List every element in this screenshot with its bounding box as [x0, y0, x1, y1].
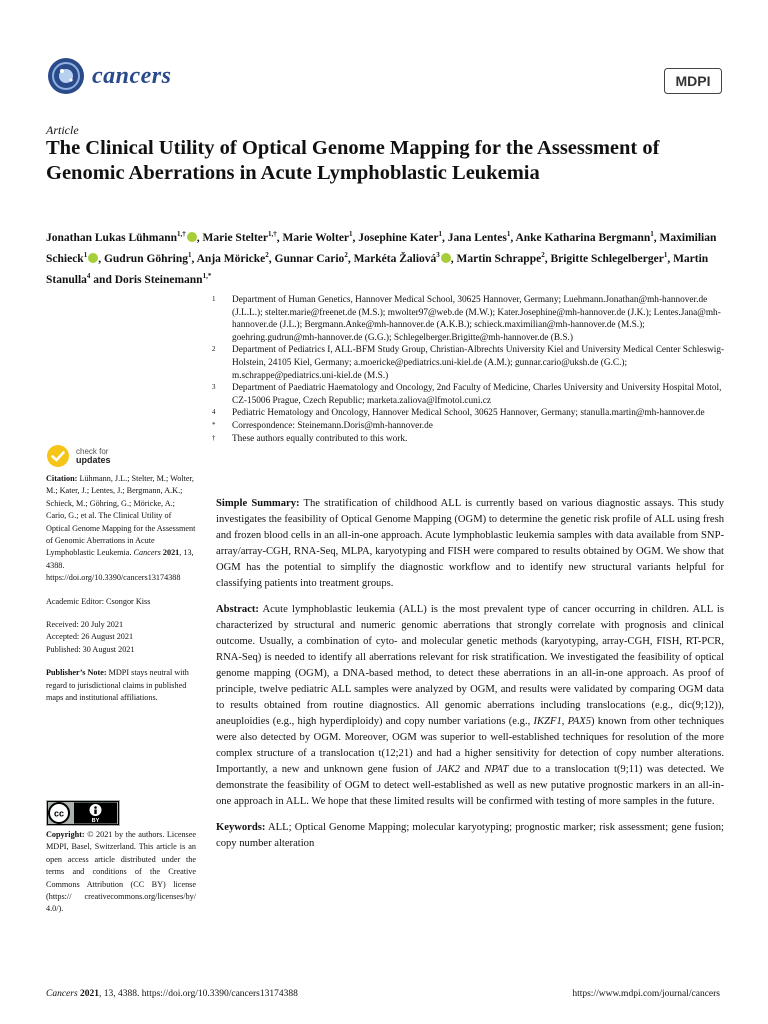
affiliations [212, 294, 732, 445]
publisher-name: MDPI [675, 73, 711, 89]
author-affiliation-mark: 1 [83, 251, 88, 260]
author[interactable] [358, 232, 442, 244]
affiliation-number: 2 [212, 345, 216, 354]
orcid-icon[interactable] [187, 232, 197, 242]
author-affiliation-mark: 1 [438, 230, 442, 238]
simple-summary [216, 496, 724, 592]
author-name: Marie Wolter [282, 231, 350, 244]
copyright-notice [46, 829, 196, 916]
affiliation-text: Department of Human Genetics, Hannover Medical School, 30625 Hannover, Germany; Luehmann.Jonathan@mh-hannover.de (J.L.L.); stelter.marie@freenet.de (M.S.); mwolter97@web.de (M.W.); Kater.Josephine@mh-hannover.de (J.K.); Lentes.Jana@mh-hannover.de (J.L.); Bergmann.Anke@mh-hannover.de (A.K.B.); schieck.maximilian@mh-hannover.de (M.S.); goehring.gudrun@mh-hannover.de (G.G.); Schlegelberger.Brigitte@mh-hannover.de (B.S.) [232, 295, 721, 343]
abstract-part1: Acute lymphoblastic leukemia (ALL) is the most prevalent type of cancer occurring in children. ALL is characterized by structural and numeric genomic aberrations that strongly correlate with prognosis and clinical outcome. Usually, a combination of cyto- and molecular genetic methods (karyotyping, array-CGH, FISH, RT-PCR, RNA-Seq) is needed to identify all aberrations relevant for risk stratification. We investigated the feasibility of optical genome mapping (OGM), a DNA-based method, to detect these aberrations in an all-in-one approach. As proof of principle, twelve pediatric ALL samples were analyzed by OGM, and results were validated by comparing OGM data to results obtained from routine diagnostics. All genomic aberrations including translocations (e.g., dic(9;12)), aneuploidies (e.g., high hyperdiploidy) and copy number variations (e.g., [216, 604, 724, 727]
accepted-date: Accepted: 26 August 2021 [46, 632, 134, 642]
affiliation-number: 3 [212, 383, 216, 392]
author[interactable] [203, 232, 277, 244]
check-updates-icon [46, 444, 70, 468]
author-name: Maximilian Schieck [46, 231, 717, 266]
author[interactable] [46, 232, 197, 244]
author-name: Gunnar Cario [274, 253, 345, 266]
affiliation-item [212, 294, 732, 344]
author[interactable] [115, 274, 212, 286]
affiliation-item [212, 407, 732, 420]
check-for-updates-badge[interactable] [46, 444, 111, 468]
abstract-part2: ) known from other techniques were also detected by OGM. Moreover, OGM was superior to well-established techniques for resolution of the more complex structure of a translocation t(12;21) and had a higher sensitivity for detection of copy number alterations. Importantly, a new and unknown gene fusion of [216, 716, 724, 775]
affiliation-number: † [212, 433, 216, 442]
mdpi-logo-icon[interactable] [664, 68, 722, 94]
simple-summary-text: The stratification of childhood ALL is currently based on various diagnostic assays. This study investigates the feasibility of Optical Genome Mapping (OGM) to determine the genetic risk profile of ALL using fresh and frozen blood cells in an all-in-one approach. Acute lymphoblastic leukemia samples with data available from SNP-array/array-CGH, RNA-Seq, MLPA, karyotyping and FISH were compared to results obtained by OGM. We show that OGM has the potential to simplify the diagnostic workflow and to identify new structural variants helpful for classifying patients into treatment groups. [216, 498, 724, 589]
author-affiliation-mark: 1 [506, 230, 511, 238]
copyright-label: Copyright: [46, 830, 85, 839]
affiliation-item [212, 433, 732, 446]
citation-label: Citation: [46, 474, 78, 483]
citation-journal: Cancers [133, 548, 161, 558]
keywords-text: ALL; Optical Genome Mapping; molecular karyotyping; prognostic marker; risk assessment; gene fusion; copy number alteration [216, 822, 724, 849]
footer-year: 2021 [80, 989, 100, 999]
affiliation-number: 1 [212, 295, 216, 303]
publisher-note-label: Publisher’s Note: [46, 668, 107, 678]
orcid-icon[interactable] [88, 253, 98, 263]
author[interactable] [104, 253, 192, 265]
footer-citation [46, 989, 298, 999]
footer-journal-url[interactable]: https://www.mdpi.com/journal/cancers [572, 989, 720, 999]
published-date: Published: 30 August 2021 [46, 644, 135, 654]
footer-doi[interactable]: , 13, 4388. https://doi.org/10.3390/cancers13174388 [99, 989, 298, 999]
author-name: Gudrun Göhring [103, 253, 188, 266]
author-affiliation-mark: 1 [650, 230, 654, 238]
affiliation-item [212, 344, 732, 382]
abstract-sep1: , [561, 716, 568, 727]
author[interactable] [448, 232, 511, 244]
keywords [216, 820, 724, 852]
author[interactable] [354, 253, 451, 265]
copyright-text: © 2021 by the authors. Licensee MDPI, Basel, Switzerland. This article is an open access article distributed under the terms and conditions of the Creative Commons Attribution (CC BY) license (https:// creativecommons.org/licenses/by/ 4.0/). [46, 830, 197, 914]
publisher-note-text: MDPI stays neutral with regard to jurisdictional claims in published maps and institutional affiliations. [46, 668, 189, 703]
author-name: Marie Stelter [202, 231, 268, 244]
gene-pax5: PAX5 [567, 716, 591, 727]
orcid-icon[interactable] [441, 253, 451, 263]
author[interactable] [197, 253, 269, 265]
author[interactable] [550, 253, 667, 265]
cc-by-license-icon[interactable] [46, 800, 120, 826]
article-type: Article [46, 123, 79, 137]
author-affiliation-mark: 2 [344, 251, 348, 260]
affiliation-item [212, 420, 732, 433]
author[interactable] [515, 232, 653, 244]
cancers-logo-icon [46, 56, 86, 96]
affiliation-text: Department of Pediatrics I, ALL-BFM Study Group, Christian-Albrechts University Kiel and University Medical Center Schleswig-Holstein, 24105 Kiel, Germany; a.moericke@pediatrics.uni-kiel.de (A.M.); gunnar.cario@uksh.de (G.C.); m.schrappe@pediatrics.uni-kiel.de (M.S.) [232, 345, 725, 381]
affiliation-text: Pediatric Hematology and Oncology, Hannover Medical School, 30625 Hannover, Germany; stanulla.martin@mh-hannover.de [232, 408, 705, 419]
main-column [216, 496, 724, 862]
affiliation-text: These authors equally contributed to this work. [232, 433, 408, 444]
author-affiliation-mark: 1 [349, 230, 353, 238]
author-name: Martin Stanulla [46, 253, 709, 287]
author-name: Josephine Kater [358, 231, 439, 244]
citation [46, 473, 196, 585]
gene-jak2: JAK2 [436, 764, 460, 775]
author-affiliation-mark: 1,† [177, 230, 186, 238]
affiliation-item [212, 382, 732, 407]
gene-npat: NPAT [484, 764, 509, 775]
author-name: Anja Möricke [196, 253, 266, 266]
author[interactable] [283, 232, 353, 244]
abstract-part3: due to a translocation t(9;11) was detected. We demonstrate the feasibility of OGM to detect well-established as well as new putative prognostic markers in an all-in-one approach in ALL. We hope that these limited results will be confirmed with testing of more samples in the future. [216, 764, 724, 807]
author-affiliation-mark: 2 [265, 251, 269, 260]
keywords-label: Keywords: [216, 822, 266, 833]
author-affiliation-mark: 1 [188, 251, 192, 260]
cc-label: BY [91, 818, 100, 824]
affiliation-number: 4 [212, 408, 216, 417]
affiliation-text: Correspondence: Steinemann.Doris@mh-hannover.de [232, 420, 433, 431]
author-list: Jonathan Lukas Lühmann$^{1,\dagger}$ , Marie Stelter$^{1,\dagger}$, Marie Wolter$^1$, Josephine Kater$^1$, Jana Lentes$^1$, Anke Katharina Bergmann$^1$, Maximilian Schieck$^1$ , Gudrun Göhring$^1$, Anja Möricke$^2$, Gunnar Cario$^2$, Markéta Žaliová$^3$ , Martin Schrappe$^2$, Brigitte Schlegelberger$^1$, Martin Stanulla$^4$ and Doris Steinemann$^{1,*}$ [46, 230, 717, 287]
updates-line1: check for [76, 447, 109, 456]
author-name: Brigitte Schlegelberger [550, 253, 664, 266]
affiliation-number: * [212, 420, 216, 429]
article-title: The Clinical Utility of Optical Genome Mapping for the Assessment of Genomic Aberrations in Acute Lymphoblastic Leukemia [46, 137, 660, 184]
author-name: Jonathan Lukas Lühmann [46, 231, 178, 244]
publisher-note [46, 667, 196, 704]
author-name: Doris Steinemann [114, 274, 203, 287]
received-date: Received: 20 July 2021 [46, 620, 124, 630]
author-affiliation-mark: 3 [436, 251, 440, 260]
abstract-sep2: and [459, 764, 485, 775]
abstract [216, 602, 724, 810]
author-name: Martin Schrappe [456, 253, 542, 266]
author-affiliation-mark: 1,† [268, 230, 277, 238]
updates-line2: updates [76, 455, 111, 465]
author-affiliation-mark: 1,* [202, 272, 212, 281]
author-name: Jana Lentes [447, 231, 507, 244]
sidebar [46, 473, 196, 716]
author-affiliation-mark: 2 [541, 251, 545, 260]
svg-text:cc: cc [53, 808, 65, 819]
footer-journal: Cancers [46, 989, 78, 999]
citation-year: 2021 [162, 548, 180, 558]
citation-rest[interactable]: , 13, 4388. https://doi.org/10.3390/cancers13174388 [46, 548, 194, 583]
author-affiliation-mark: 4 [86, 272, 91, 281]
gene-ikzf1: IKZF1 [533, 716, 562, 727]
author-affiliation-mark: 1 [663, 251, 668, 260]
affiliation-text: Department of Paediatric Haematology and Oncology, 2nd Faculty of Medicine, Charles University and University Hospital Motol, CZ-15006 Prague, Czech Republic; marketa.zaliova@lfmotol.cuni.cz [232, 383, 722, 406]
author-name: Markéta Žaliová [353, 253, 437, 266]
author[interactable] [457, 253, 545, 265]
simple-summary-label: Simple Summary: [216, 498, 300, 509]
citation-text: Lühmann, J.L.; Stelter, M.; Wolter, M.; Kater, J.; Lentes, J.; Bergmann, A.K.; Schieck, M.; Göhring, G.; Möricke, A.; Cario, G.; et al. The Clinical Utility of Optical Genome Mapping for the Assessment of Genomic Aberrations in Acute Lymphoblastic Leukemia. [46, 474, 196, 558]
academic-editor: Academic Editor: Csongor Kiss [46, 596, 151, 606]
abstract-label: Abstract: [216, 604, 259, 615]
journal-name: cancers [92, 62, 172, 89]
author[interactable] [275, 253, 348, 265]
journal-logo[interactable] [46, 56, 171, 96]
author-name: Anke Katharina Bergmann [515, 231, 651, 244]
